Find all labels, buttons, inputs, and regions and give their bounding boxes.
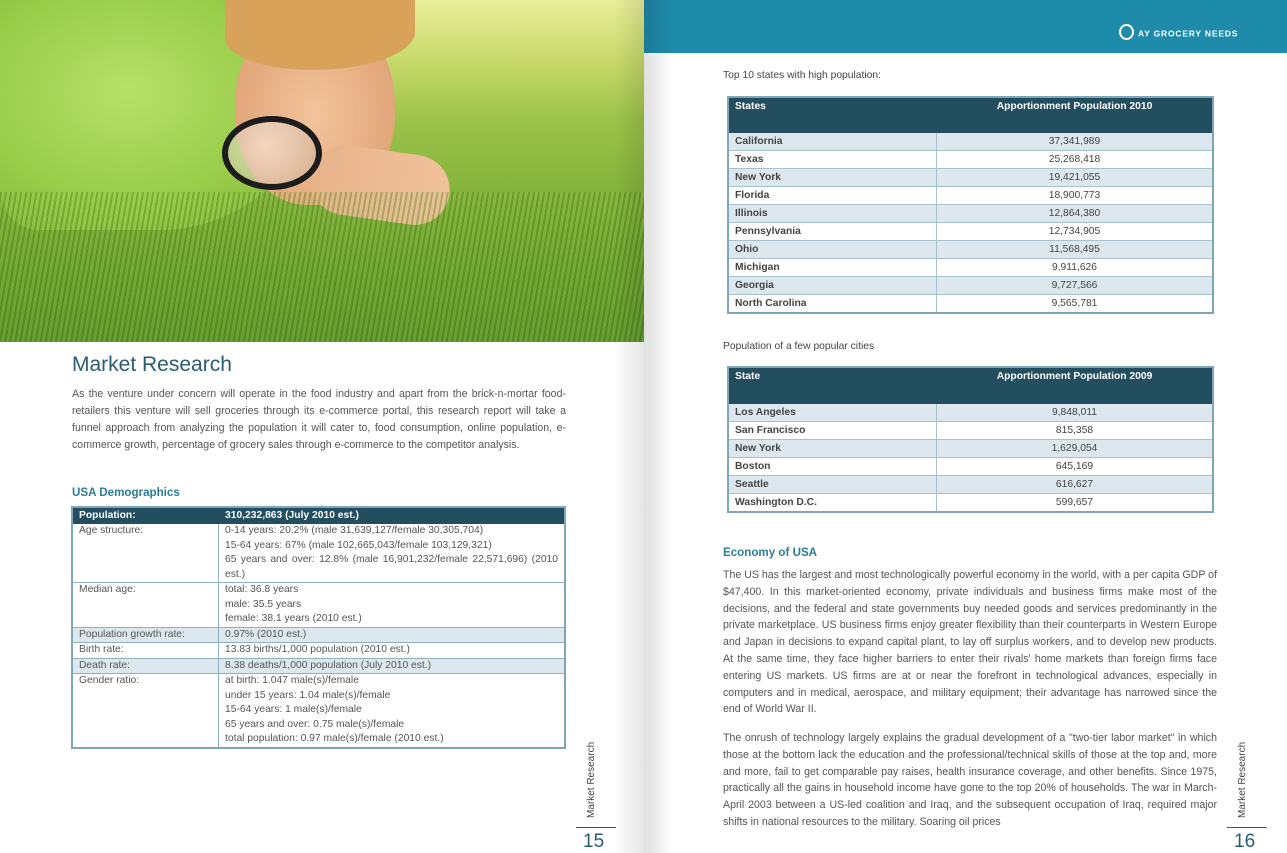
states-name-cell: Texas [728, 151, 937, 169]
cities-value-cell: 599,657 [937, 494, 1214, 513]
cities-value-cell: 645,169 [937, 458, 1214, 476]
states-row [728, 277, 1213, 295]
states-population-table [727, 96, 1214, 314]
demographics-key: Death rate: [72, 658, 219, 674]
photo-grass [0, 192, 644, 342]
demographics-row [72, 658, 565, 674]
apple-icon [1119, 24, 1134, 40]
states-value-cell: 25,268,418 [937, 151, 1214, 169]
cities-header-cell: Apportionment Population 2009 [937, 367, 1214, 404]
cities-row [728, 422, 1213, 440]
demographics-value [219, 507, 566, 524]
states-row [728, 205, 1213, 223]
demographics-value-line: 13.83 births/1,000 population (2010 est.) [225, 644, 410, 655]
cities-name-cell: Los Angeles [728, 404, 937, 422]
states-value-cell: 12,864,380 [937, 205, 1214, 223]
cities-row [728, 476, 1213, 494]
cities-value-cell: 1,629,054 [937, 440, 1214, 458]
section-label: Market Research [586, 741, 597, 818]
states-name-cell: Georgia [728, 277, 937, 295]
states-name-cell: Michigan [728, 259, 937, 277]
demographics-key: Birth rate: [72, 643, 219, 659]
demographics-key: Gender ratio: [72, 674, 219, 748]
economy-paragraph-2: The onrush of technology largely explains the gradual development of a "two-tier labor market" in which those at the bottom lack the education and the professional/technical skills of those at the top and, more and more, fail to get comparable pay raises, health insurance coverage, and other benefits. Since 1975, practically all the gains in household income have gone to the top 20% of households. The war in March-April 2003 between a US-led coalition and Iraq, and the subsequent occupation of Iraq, required major shifts in national resources to the military. Soaring oil prices [723, 732, 1217, 828]
cities-row [728, 494, 1213, 513]
demographics-value [219, 524, 566, 583]
states-value-cell: 9,565,781 [937, 295, 1214, 314]
states-value-cell: 9,911,626 [937, 259, 1214, 277]
states-value-cell: 11,568,495 [937, 241, 1214, 259]
demographics-row [72, 674, 565, 748]
magnifying-glass-icon [222, 116, 322, 190]
right-page [644, 0, 1287, 853]
demographics-value-line: at birth: 1.047 male(s)/female [225, 675, 359, 686]
gutter-shadow-left [614, 0, 644, 853]
states-name-cell: Illinois [728, 205, 937, 223]
cities-population-table [727, 366, 1214, 513]
states-name-cell: New York [728, 169, 937, 187]
cities-row [728, 458, 1213, 476]
demographics-value-line: under 15 years: 1.04 male(s)/female [225, 689, 391, 701]
demographics-table [71, 506, 566, 749]
demographics-value-line: 310,232,863 (July 2010 est.) [225, 510, 359, 521]
states-header-cell: Apportionment Population 2010 [937, 97, 1214, 133]
demographics-value-line: 8.38 deaths/1,000 population (July 2010 est.) [225, 659, 432, 671]
demographics-value-line: 65 years and over: 12.8% (male 16,901,232/female 22,571,696) (2010 est.) [225, 554, 558, 580]
demographics-row [72, 643, 565, 659]
states-row [728, 187, 1213, 205]
states-row [728, 223, 1213, 241]
cities-row [728, 440, 1213, 458]
boy-with-magnifying-glass-photo [0, 0, 644, 342]
demographics-key: Population growth rate: [72, 627, 219, 643]
header-banner [644, 0, 1287, 53]
states-value-cell: 12,734,905 [937, 223, 1214, 241]
page-number: 15 [583, 831, 605, 852]
demographics-key: Population: [72, 507, 219, 524]
states-value-cell: 18,900,773 [937, 187, 1214, 205]
page-title: Market Research [72, 353, 232, 376]
demographics-value [219, 627, 566, 643]
demographics-value-line: 0-14 years: 20.2% (male 31,639,127/female 30,305,704) [225, 525, 484, 536]
demographics-value-line: 15-64 years: 1 male(s)/female [225, 704, 362, 715]
cities-row [728, 404, 1213, 422]
brand-logo: AY GROCERY NEEDS [1119, 26, 1238, 42]
demographics-header-row [72, 507, 565, 524]
demographics-value-line: 0.97% (2010 est.) [225, 628, 307, 640]
states-row [728, 169, 1213, 187]
states-name-cell: California [728, 133, 937, 151]
states-name-cell: North Carolina [728, 295, 937, 314]
demographics-value [219, 674, 566, 748]
page-number-rule [1227, 827, 1267, 828]
cities-name-cell: San Francisco [728, 422, 937, 440]
cities-name-cell: Boston [728, 458, 937, 476]
cities-value-cell: 616,627 [937, 476, 1214, 494]
states-row [728, 133, 1213, 151]
states-name-cell: Florida [728, 187, 937, 205]
states-header-row [728, 97, 1213, 133]
cities-value-cell: 815,358 [937, 422, 1214, 440]
demographics-row [72, 583, 565, 628]
states-header-cell: States [728, 97, 937, 133]
section-label: Market Research [1237, 741, 1248, 818]
demographics-heading: USA Demographics [72, 486, 180, 499]
states-row [728, 151, 1213, 169]
states-row [728, 241, 1213, 259]
page-number-rule [576, 827, 616, 828]
demographics-value-line: male: 35.5 years [225, 598, 302, 610]
cities-header-cell: State [728, 367, 937, 404]
demographics-value-line: total: 36.8 years [225, 584, 299, 595]
states-name-cell: Ohio [728, 241, 937, 259]
demographics-value [219, 658, 566, 674]
demographics-value-line: 65 years and over: 0.75 male(s)/female [225, 718, 405, 730]
states-value-cell: 37,341,989 [937, 133, 1214, 151]
economy-paragraph-1: The US has the largest and most technologically powerful economy in the world, with a per capita GDP of $47,400. In this market-oriented economy, private individuals and business firms make most of the decisions, and the federal and state governments buy needed goods and services predominantly in the private marketplace. US business firms enjoy greater flexibility than their counterparts in Western Europe and Japan in decisions to expand capital plant, to lay off surplus workers, and to develop new products. At the same time, they face higher barriers to enter their rivals' home markets than foreign firms face entering US markets. US firms are at or near the forefront in technological advances, especially in computers and in medical, aerospace, and military equipment; their advantage has narrowed since the end of World War II. [723, 569, 1217, 716]
cities-name-cell: New York [728, 440, 937, 458]
demographics-value [219, 583, 566, 628]
cities-name-cell: Seattle [728, 476, 937, 494]
states-value-cell: 9,727,566 [937, 277, 1214, 295]
page-number: 16 [1234, 831, 1256, 852]
demographics-value-line: total population: 0.97 male(s)/female (2010 est.) [225, 733, 444, 744]
demographics-value-line: 15-64 years: 67% (male 102,665,043/female 103,129,321) [225, 539, 492, 551]
states-row [728, 295, 1213, 314]
cities-header-row [728, 367, 1213, 404]
cities-name-cell: Washington D.C. [728, 494, 937, 513]
demographics-key: Age structure: [72, 524, 219, 583]
states-name-cell: Pennsylvania [728, 223, 937, 241]
intro-paragraph: As the venture under concern will operate in the food industry and apart from the brick-n-mortar food-retailers this venture will sell groceries through its e-commerce portal, this research report will take a funnel approach from analyzing the population it will cater to, food consumption, online population, e-commerce growth, percentage of grocery sales through e-commerce to the competitor analysis. [72, 388, 566, 451]
states-caption: Top 10 states with high population: [723, 70, 881, 81]
demographics-key: Median age: [72, 583, 219, 628]
gutter-shadow-right [644, 0, 674, 853]
demographics-row [72, 524, 565, 583]
economy-heading: Economy of USA [723, 546, 818, 559]
states-value-cell: 19,421,055 [937, 169, 1214, 187]
demographics-value [219, 643, 566, 659]
demographics-value-line: female: 38.1 years (2010 est.) [225, 613, 362, 624]
cities-caption: Population of a few popular cities [723, 341, 875, 352]
demographics-row [72, 627, 565, 643]
cities-value-cell: 9,848,011 [937, 404, 1214, 422]
states-row [728, 259, 1213, 277]
